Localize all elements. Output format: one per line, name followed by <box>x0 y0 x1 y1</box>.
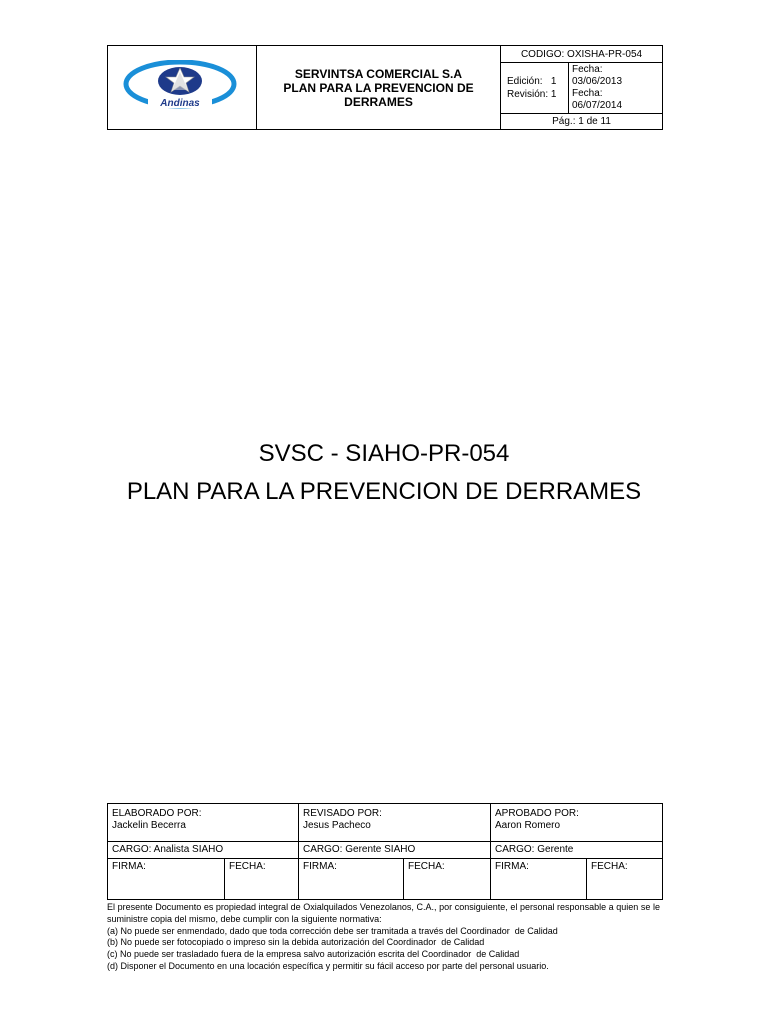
fecha-aprobado: FECHA: <box>587 859 663 900</box>
firma-revisado: FIRMA: <box>299 859 404 900</box>
disclaimer-item: (a) No puede ser enmendado, dado que toda corrección debe ser tramitada a través del Coordinador de Calidad <box>107 925 558 936</box>
document-code-title: SVSC - SIAHO-PR-054 <box>258 440 510 467</box>
logo-cell <box>108 46 257 130</box>
plan-title-line2: DERRAMES <box>344 94 413 109</box>
revisado-label: REVISADO POR: <box>303 808 382 819</box>
disclaimer <box>107 902 660 973</box>
revisado-cell <box>299 804 491 842</box>
fecha2-label: Fecha: <box>572 88 603 99</box>
firma-elaborado: FIRMA: <box>108 859 225 900</box>
edition-revision-cell <box>501 63 569 114</box>
company-logo <box>122 60 242 112</box>
elaborado-label: ELABORADO POR: <box>112 808 202 819</box>
elaborado-cell <box>108 804 299 842</box>
aprobado-name: Aaron Romero <box>495 820 561 831</box>
aprobado-label: APROBADO POR: <box>495 808 579 819</box>
approval-table <box>107 803 663 900</box>
revision-label: Revisión: 1 <box>507 89 557 100</box>
plan-title-line1: PLAN PARA LA PREVENCION DE <box>283 80 474 95</box>
cargo-elaborado: CARGO: Analista SIAHO <box>108 842 299 859</box>
disclaimer-item: (d) Disponer el Documento en una locación específica y permitir su fácil acceso por parte del personal usuario. <box>107 960 549 971</box>
fecha2-value: 06/07/2014 <box>572 100 623 111</box>
elaborado-name: Jackelin Becerra <box>112 820 186 831</box>
revisado-name: Jesus Pacheco <box>303 820 371 831</box>
logo-text: Andinas <box>160 98 200 109</box>
firma-aprobado: FIRMA: <box>491 859 587 900</box>
cargo-aprobado: CARGO: Gerente <box>491 842 663 859</box>
disclaimer-item: (c) No puede ser trasladado fuera de la empresa salvo autorización escrita del Coordinador de Calidad <box>107 949 520 960</box>
fecha-elaborado: FECHA: <box>225 859 299 900</box>
fecha1-label: Fecha: <box>572 64 603 75</box>
dates-cell <box>569 63 663 114</box>
document-code: CODIGO: OXISHA-PR-054 <box>501 46 663 63</box>
page-number: Pág.: 1 de 11 <box>501 114 663 130</box>
company-name: SERVINTSA COMERCIAL S.A <box>294 66 463 81</box>
document-header <box>107 45 663 130</box>
cargo-revisado: CARGO: Gerente SIAHO <box>299 842 491 859</box>
document-title: PLAN PARA LA PREVENCION DE DERRAMES <box>126 478 642 505</box>
company-title-cell <box>257 46 501 130</box>
fecha-revisado: FECHA: <box>404 859 491 900</box>
disclaimer-intro: El presente Documento es propiedad integral de Oxialquilados Venezolanos, C.A., por consiguiente, el personal responsable a quien se le suministre copia del mismo, debe cumplir con la siguiente normativa: <box>107 902 660 924</box>
aprobado-cell <box>491 804 663 842</box>
edition-label: Edición: 1 <box>507 76 557 87</box>
fecha1-value: 03/06/2013 <box>572 76 623 87</box>
disclaimer-item: (b) No puede ser fotocopiado o impreso sin la debida autorización del Coordinador de Calidad <box>107 937 485 948</box>
